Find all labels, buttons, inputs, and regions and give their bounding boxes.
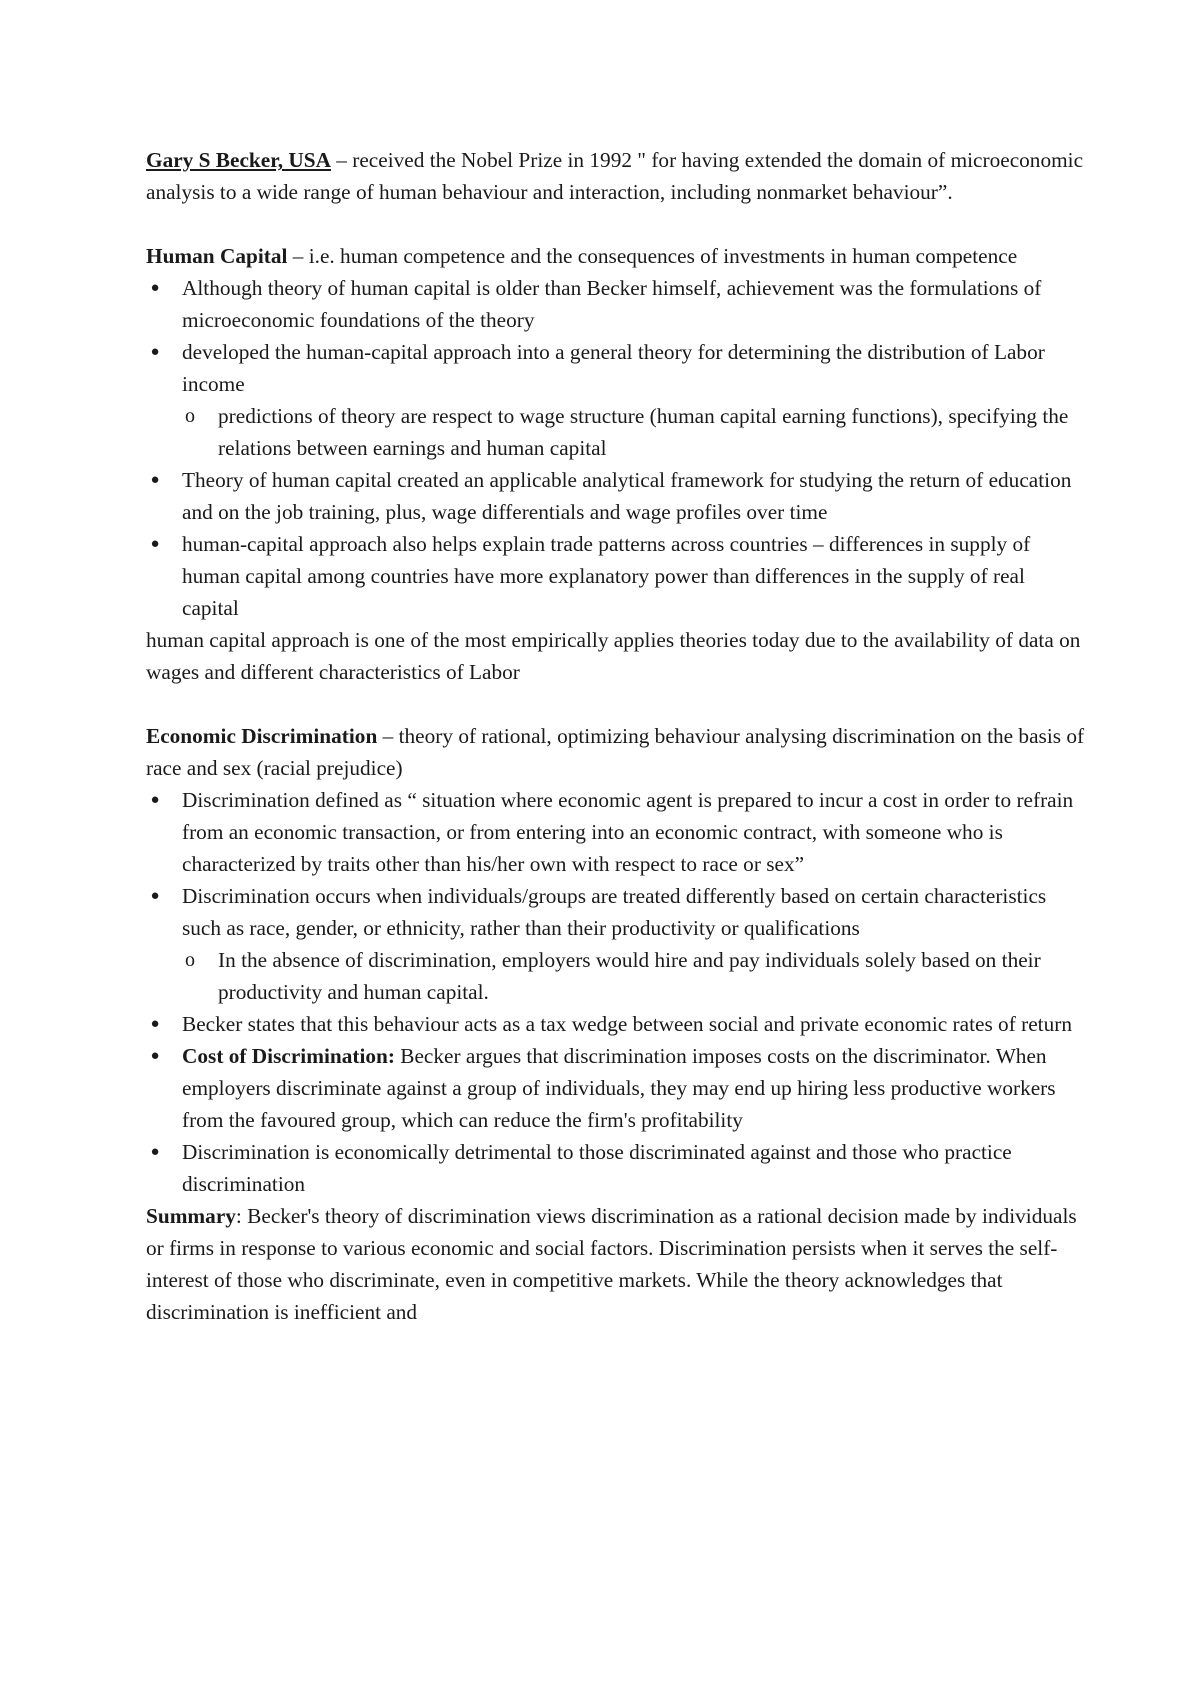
bullet-icon: ● — [150, 536, 160, 552]
bullet-icon: ● — [150, 888, 160, 904]
bullet-icon: ● — [150, 792, 160, 808]
bullet-icon: ● — [150, 1048, 160, 1064]
summary-paragraph — [146, 1200, 1086, 1328]
list-item — [146, 880, 1086, 1008]
list-item-text: Discrimination occurs when individuals/groups are treated differently based on certain characteristics such as race, gender, or ethnicity, rather than their productivity or qualifications — [182, 884, 1047, 940]
sub-bullet-icon: o — [185, 405, 195, 427]
bullet-icon: ● — [150, 1016, 160, 1032]
human-capital-heading: Human Capital — [146, 244, 288, 268]
bullet-icon: ● — [150, 1144, 160, 1160]
intro-paragraph — [146, 144, 1086, 208]
list-item-text: developed the human-capital approach into a general theory for determining the distribution of Labor income — [182, 340, 1045, 396]
discrimination-lead-paragraph — [146, 720, 1086, 784]
intro-text: – received the Nobel Prize in 1992 " for having extended the domain of microeconomic analysis to a wide range of human behaviour and interaction, including nonmarket behaviour”. — [146, 148, 1084, 204]
bullet-icon: ● — [150, 472, 160, 488]
list-item — [146, 528, 1086, 624]
discrimination-heading: Economic Discrimination — [146, 724, 378, 748]
human-capital-lead: – i.e. human competence and the consequences of investments in human competence — [287, 244, 1018, 268]
list-item — [146, 1136, 1086, 1200]
list-item — [146, 336, 1086, 464]
list-item-text: Becker states that this behaviour acts as a tax wedge between social and private economic rates of return — [182, 1012, 1072, 1036]
list-item-text: Although theory of human capital is older than Becker himself, achievement was the formulations of microeconomic foundations of the theory — [182, 276, 1042, 332]
sub-bullet-list — [182, 944, 1086, 1008]
list-item-text: Theory of human capital created an applicable analytical framework for studying the return of education and on the job training, plus, wage differentials and wage profiles over time — [182, 468, 1072, 524]
bullet-icon: ● — [150, 280, 160, 296]
sub-list-item — [146, 944, 1086, 1008]
spacer — [146, 208, 1086, 240]
document-page — [146, 144, 1086, 1328]
sub-bullet-list — [182, 400, 1086, 464]
sub-list-item — [146, 400, 1086, 464]
bullet-icon: ● — [150, 344, 160, 360]
list-item — [146, 272, 1086, 336]
list-item — [146, 1008, 1086, 1040]
list-item-text: human-capital approach also helps explain trade patterns across countries – differences in supply of human capital among countries have more explanatory power than differences in the supply of real capital — [182, 532, 1031, 620]
list-item — [146, 784, 1086, 880]
cost-of-discrimination-text: Becker argues that discrimination imposes costs on the discriminator. When employers discriminate against a group of individuals, they may end up hiring less productive workers from the favoured group, which can reduce the firm's profitability — [182, 1044, 1056, 1132]
human-capital-closing: human capital approach is one of the most empirically applies theories today due to the availability of data on wages and different characteristics of Labor — [146, 628, 1081, 684]
summary-text: : Becker's theory of discrimination views discrimination as a rational decision made by individuals or firms in response to various economic and social factors. Discrimination persists when it serves the self-interest of those who discriminate, even in competitive markets. While the theory acknowledges that discrimination is inefficient and — [146, 1204, 1077, 1324]
list-item — [146, 1040, 1086, 1136]
cost-of-discrimination-label: Cost of Discrimination: — [182, 1044, 395, 1068]
sub-list-item-text: In the absence of discrimination, employers would hire and pay individuals solely based on their productivity and human capital. — [218, 948, 1041, 1004]
intro-heading: Gary S Becker, USA — [146, 148, 331, 172]
list-item-text: Discrimination defined as “ situation where economic agent is prepared to incur a cost in order to refrain from an economic transaction, or from entering into an economic contract, with someone who is characterized by traits other than his/her own with respect to race or sex” — [182, 788, 1074, 876]
list-item — [146, 464, 1086, 528]
discrimination-bullet-list — [146, 784, 1086, 1200]
human-capital-lead-paragraph — [146, 240, 1086, 272]
sub-bullet-icon: o — [185, 949, 195, 971]
list-item-text: Discrimination is economically detrimental to those discriminated against and those who practice discrimination — [182, 1140, 1012, 1196]
discrimination-lead: – theory of rational, optimizing behaviour analysing discrimination on the basis of race and sex (racial prejudice) — [146, 724, 1085, 780]
summary-label: Summary — [146, 1204, 236, 1228]
sub-list-item-text: predictions of theory are respect to wage structure (human capital earning functions), specifying the relations between earnings and human capital — [218, 404, 1069, 460]
human-capital-bullet-list — [146, 272, 1086, 624]
spacer — [146, 688, 1086, 720]
